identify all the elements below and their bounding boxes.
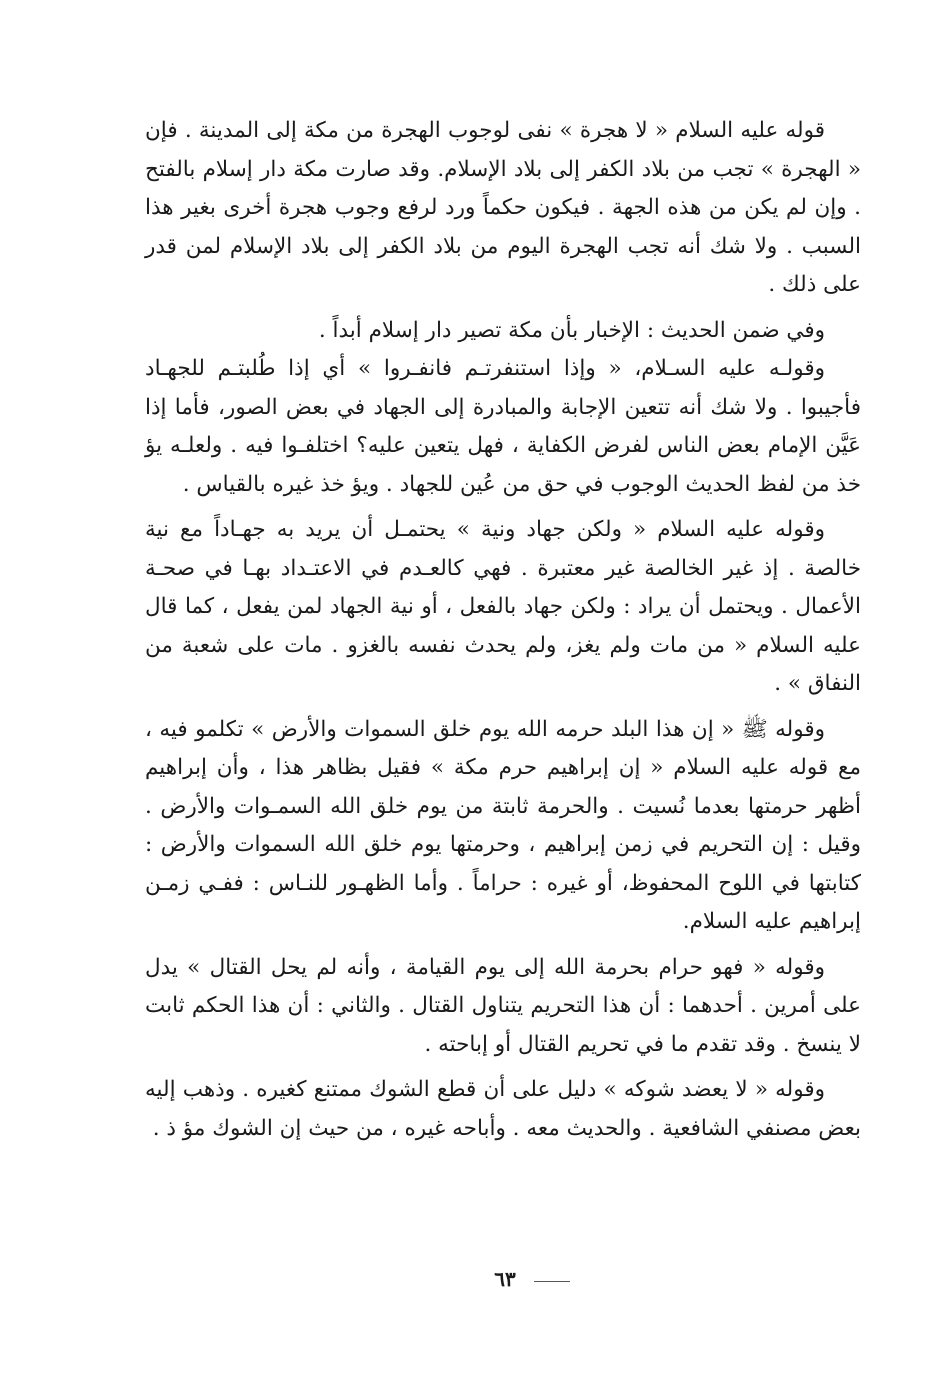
paragraph-hijra: قوله عليه السلام « لا هجرة » نفى لوجوب الهجرة من مكة إلى المدينة . فإن « الهجرة » تجب من بلاد الكفر إلى بلاد الإسلام. وقد صارت مكة دار إسلام بالفتح . وإن لم يكن من هذه الجهة . فيكون حكماً ورد لرفع وجوب هجرة أخرى بغير هذا السبب . ولا شك أنه تجب الهجرة اليوم من بلاد الكفر إلى بلاد الإسلام لمن قدر على ذلك . xyxy=(145,118,861,297)
paragraph-shawk: وقوله « لا يعضد شوكه » دليل على أن قطع الشوك ممتنع كغيره . وذهب إليه بعض مصنفي الشافعية . والحديث معه . وأباحه غيره ، من حيث إن الشوك مؤ ذ . xyxy=(145,1077,861,1141)
paragraph-balad-haram: وقوله ﷺ « إن هذا البلد حرمه الله يوم خلق السموات والأرض » تكلمو فيه ، مع قوله عليه السلام « إن إبراهيم حرم مكة » فقيل بظاهر هذا ، وأن إبراهيم أظهر حرمتها بعدما نُسيت . والحرمة ثابتة من يوم خلق الله السمـوات والأرض . وقيل : إن التحريم في زمن إبراهيم ، وحرمتها يوم خلق الله السموات والأرض : كتابتها في اللوح المحفوظ، أو غيره : حراماً . وأما الظهـور للنـاس : ففـي زمـن إبراهيم عليه السلام. xyxy=(145,716,861,934)
page-number-rule xyxy=(534,1281,570,1282)
page-body xyxy=(145,112,861,1155)
paragraph-mecca-islam: وفي ضمن الحديث : الإخبار بأن مكة تصير دار إسلام أبداً . xyxy=(318,317,825,343)
paragraph-jihad-niyya: وقوله عليه السلام « ولكن جهاد ونية » يحتمـل أن يريد به جهـاداً مع نية خالصة . إذ غير الخالصة غير معتبرة . فهي كالعـدم في الاعتـداد بهـا في صحـة الأعمال . ويحتمل أن يراد : ولكن جهاد بالفعل ، أو نية الجهاد لمن يفعل ، كما قال عليه السلام « من مات ولم يغز، ولم يحدث نفسه بالغزو . مات على شعبة من النفاق » . xyxy=(145,517,861,696)
paragraph-istinfar: وقولـه عليه السـلام، « وإذا استنفرتـم فانفـروا » أي إذا طُلبتـم للجهـاد فأجيبوا . ولا شك أنه تتعين الإجابة والمبادرة إلى الجهاد في بعض الصور، فأما إذا عَيَّن الإمام بعض الناس لفرض الكفاية ، فهل يتعين عليه؟ اختلفـوا فيه . ولعلـه يؤ خذ من لفظ الحديث الوجوب في حق من عُين للجهاد . ويؤ خذ غيره بالقياس . xyxy=(145,356,861,497)
page-number: ٦٣ xyxy=(494,1267,516,1291)
paragraph-hurma-qiyama: وقوله « فهو حرام بحرمة الله إلى يوم القيامة ، وأنه لم يحل القتال » يدل على أمرين . أحدهما : أن هذا التحريم يتناول القتال . والثاني : أن هذا الحكم ثابت لا ينسخ . وقد تقدم ما في تحريم القتال أو إباحته . xyxy=(145,954,861,1057)
